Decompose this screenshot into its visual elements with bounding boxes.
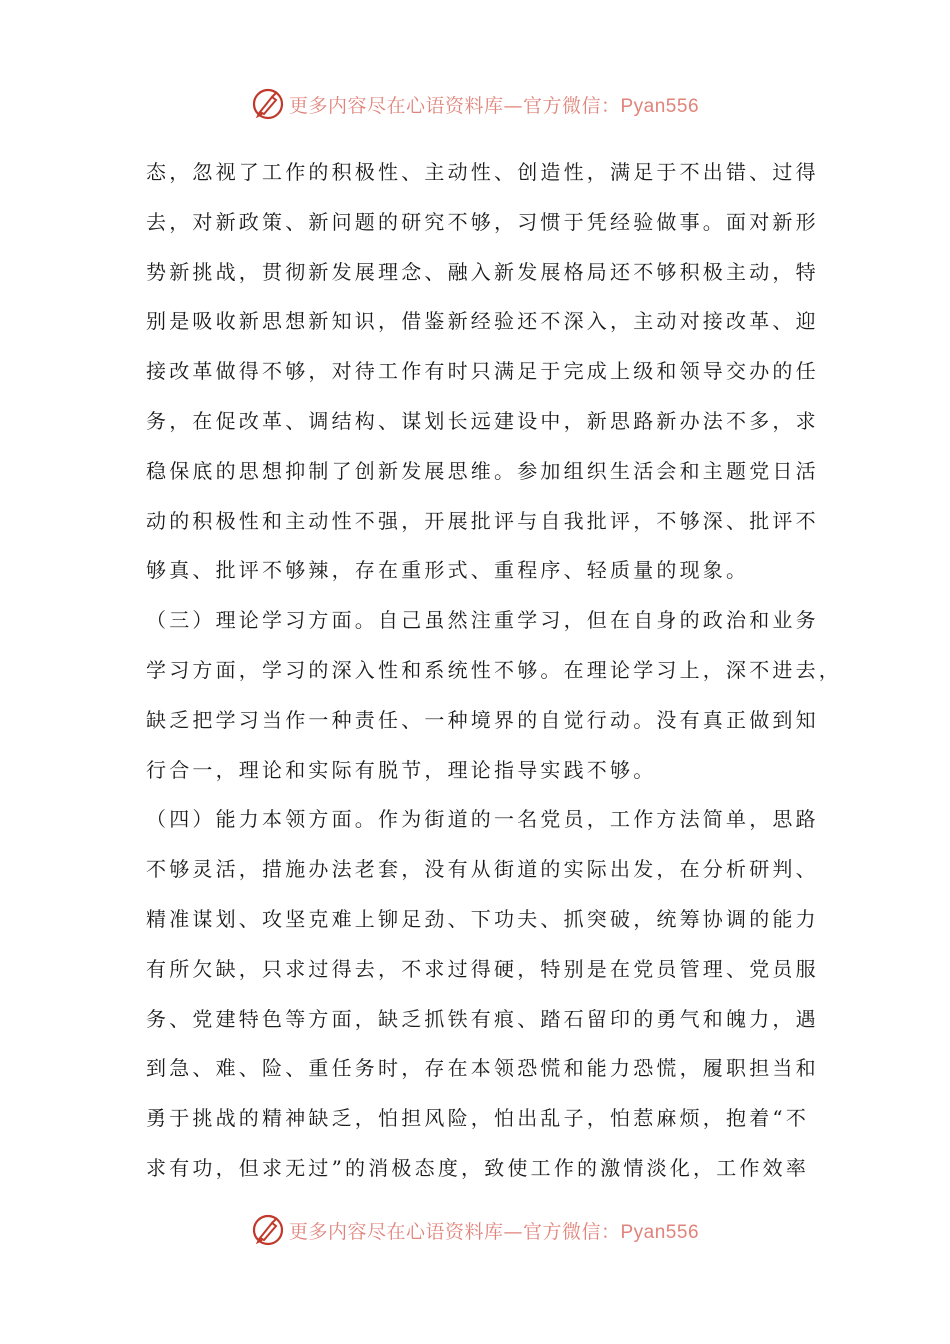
text-line: 势新挑战，贯彻新发展理念、融入新发展格局还不够积极主动，特: [146, 259, 819, 284]
text-line: 精准谋划、攻坚克难上铆足劲、下功夫、抓突破，统筹协调的能力: [146, 906, 819, 931]
text-line: 去，对新政策、新问题的研究不够，习惯于凭经验做事。面对新形: [146, 209, 819, 234]
text-line: 务、党建特色等方面，缺乏抓铁有痕、踏石留印的勇气和魄力，遇: [146, 1006, 819, 1031]
document-body: [146, 148, 842, 1194]
text-line: 勇于挑战的精神缺乏，怕担风险，怕出乱子，怕惹麻烦，抱着“不: [146, 1106, 810, 1131]
text-line: 动的积极性和主动性不强，开展批评与自我批评，不够深、批评不: [146, 508, 819, 533]
text-line: 务，在促改革、调结构、谋划长远建设中，新思路新办法不多，求: [146, 408, 819, 433]
text-line: 接改革做得不够，对待工作有时只满足于完成上级和领导交办的任: [146, 359, 819, 384]
banner-text: [289, 1217, 699, 1244]
banner-caption: 更多内容尽在心语资料库—官方微信：: [288, 94, 621, 117]
wechat-id: Pyan556: [620, 1221, 700, 1243]
text-line: 别是吸收新思想新知识，借鉴新经验还不深入，主动对接改革、迎: [146, 309, 819, 334]
wechat-id: Pyan556: [620, 95, 700, 117]
text-line: 稳保底的思想抑制了创新发展思维。参加组织生活会和主题党日活: [146, 458, 819, 483]
banner-caption: 更多内容尽在心语资料库—官方微信：: [288, 1220, 621, 1243]
text-line: 有所欠缺，只求过得去，不求过得硬，特别是在党员管理、党员服: [146, 956, 819, 981]
text-line: 求有功，但求无过”的消极态度，致使工作的激情淡化，工作效率: [146, 1155, 810, 1180]
text-line: 态，忽视了工作的积极性、主动性、创造性，满足于不出错、过得: [146, 160, 819, 184]
text-line: 不够灵活，措施办法老套，没有从街道的实际出发，在分析研判、: [146, 857, 819, 882]
text-line: 学习方面，学习的深入性和系统性不够。在理论学习上，深不进去，: [146, 657, 842, 682]
pen-nib-logo-icon: [251, 87, 285, 121]
section-heading-line: （四）能力本领方面。作为街道的一名党员，工作方法简单，思路: [146, 807, 819, 832]
header-banner: [0, 82, 950, 126]
section-heading-line: （三）理论学习方面。自己虽然注重学习，但在自身的政治和业务: [146, 608, 819, 633]
text-line: 行合一，理论和实际有脱节，理论指导实践不够。: [146, 757, 657, 782]
pen-nib-logo-icon: [251, 1213, 285, 1247]
footer-banner: [0, 1208, 950, 1252]
banner-text: [289, 91, 699, 118]
text-line: 到急、难、险、重任务时，存在本领恐慌和能力恐慌，履职担当和: [146, 1056, 819, 1081]
text-line: 缺乏把学习当作一种责任、一种境界的自觉行动。没有真正做到知: [146, 707, 819, 732]
text-line: 够真、批评不够辣，存在重形式、重程序、轻质量的现象。: [146, 558, 750, 583]
